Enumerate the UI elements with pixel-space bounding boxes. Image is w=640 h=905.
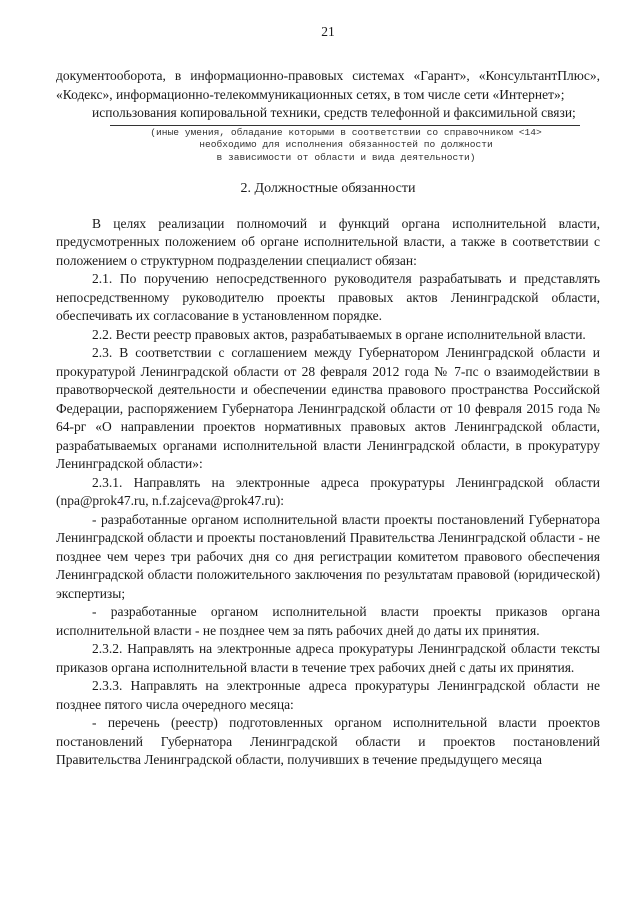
fill-in-field	[56, 125, 600, 165]
paragraph-2-2: 2.2. Вести реестр правовых актов, разрабатываемых в органе исполнительной власти.	[92, 326, 586, 342]
paragraph-2-3-3: 2.3.3. Направлять на электронные адреса прокуратуры Ленинградской области не позднее пятого числа очередного месяца:	[56, 678, 600, 712]
paragraph-2-3-2: 2.3.2. Направлять на электронные адреса прокуратуры Ленинградской области тексты приказов органа исполнительной власти в течение трех рабочих дней с даты их принятия.	[56, 641, 600, 675]
paragraph-2-3-1: 2.3.1. Направлять на электронные адреса прокуратуры Ленинградской области (npa@prok47.ru, n.f.zajceva@prok47.ru):	[56, 474, 600, 508]
page-number: 21	[321, 24, 335, 39]
section-title: 2. Должностные обязанности	[240, 181, 416, 196]
paragraph-2-3-3-item-1: - перечень (реестр) подготовленных органом исполнительной власти проектов постановлений Губернатора Ленинградской области и проектов постановлений Правительства Ленинградской области, получивших в течение предыдущего месяца	[56, 715, 600, 767]
paragraph-2-3-1-item-1: - разработанные органом исполнительной власти проекты постановлений Губернатора Ленинградской области и проекты постановлений Правительства Ленинградской области - не позднее чем через три рабочих дня со дня регистрации комитетом правового обеспечения Ленинградской области положительного заключения по результатам правовой (юридической) экспертизы;	[56, 511, 600, 601]
fill-in-underline	[110, 125, 580, 126]
document-body	[56, 67, 600, 770]
document-page	[56, 0, 600, 905]
paragraph-2-1: 2.1. По поручению непосредственного руководителя разрабатывать и представлять непосредственному руководителю проекты правовых актов Ленинградской области, обеспечивать их согласование в установленном порядке.	[56, 271, 600, 323]
paragraph-2-3: 2.3. В соответствии с соглашением между Губернатором Ленинградской области и прокуратурой Ленинградской области от 28 февраля 2012 года № 7-пс о взаимодействии в правотворческой деятельности и обеспечении единства правового пространства Российской Федерации, распоряжением Губернатора Ленинградской области от 10 февраля 2015 года № 64-рг «О направлении проектов нормативных правовых актов Ленинградской области, разрабатываемых органами исполнительной власти Ленинградской области, в прокуратуру Ленинградской области»:	[56, 345, 600, 471]
fill-in-hint	[96, 127, 596, 165]
paragraph-copy-equipment: использования копировальной техники, средств телефонной и факсимильной связи;	[92, 105, 576, 120]
hint-line: в зависимости от области и вида деятельности)	[216, 151, 476, 163]
paragraph-continuation: документооборота, в информационно-правовых системах «Гарант», «КонсультантПлюс», «Кодекс», информационно-телекоммуникационных сетях, в том числе сети «Интернет»;	[56, 68, 600, 102]
paragraph-2-3-1-item-2: - разработанные органом исполнительной власти проекты приказов органа исполнительной власти - не позднее чем за пять рабочих дней до даты их принятия.	[56, 604, 600, 638]
paragraph-intro: В целях реализации полномочий и функций органа исполнительной власти, предусмотренных положением об органе исполнительной власти, а также в соответствии с положением о структурном подразделении специалист обязан:	[56, 215, 600, 268]
hint-line: (иные умения, обладание которыми в соответствии со справочником <14>	[150, 126, 542, 138]
hint-line: необходимо для исполнения обязанностей по должности	[199, 139, 493, 150]
